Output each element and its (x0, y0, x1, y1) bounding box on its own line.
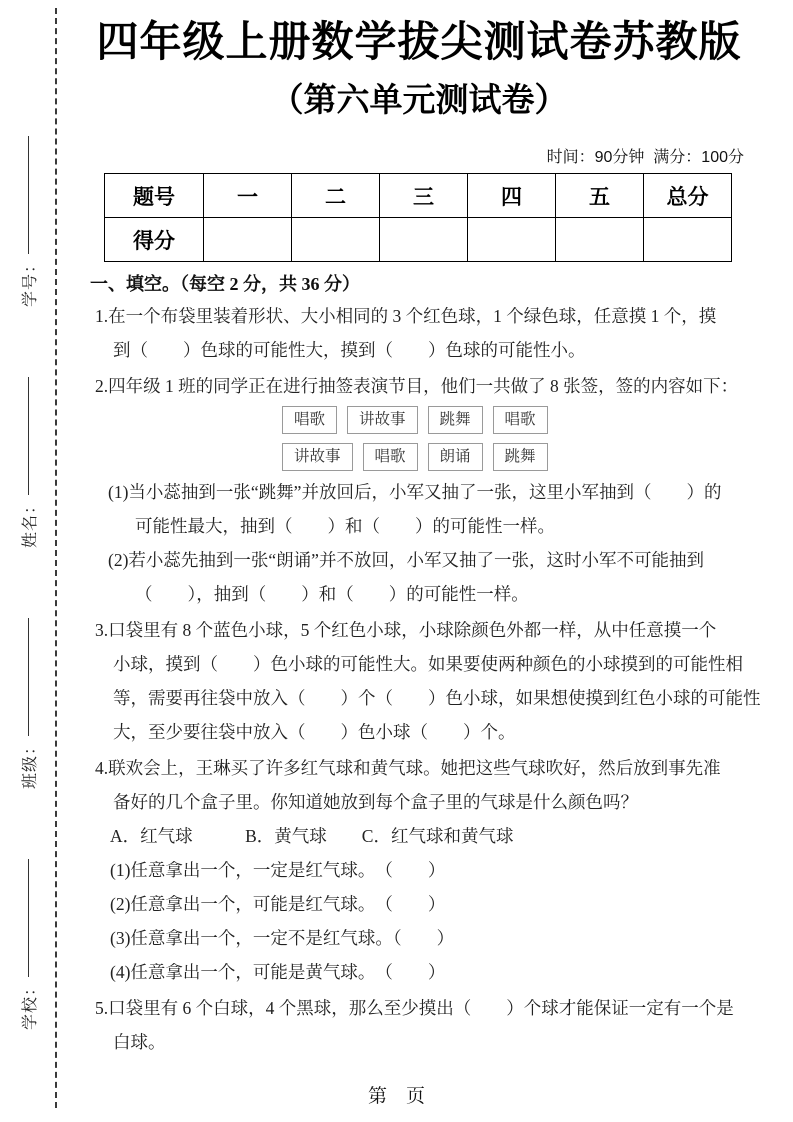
score-table-cell-section-3: 三 (380, 174, 468, 218)
student-number-blank-line (28, 136, 29, 254)
question-line: 到（ ）色球的可能性大，摸到（ ）色球的可能性小。 (113, 340, 586, 360)
tile: 唱歌 (282, 406, 337, 434)
margin-field-student-number (17, 136, 40, 307)
score-row-label: 得分 (105, 218, 204, 262)
score-cell-empty-5 (556, 218, 644, 262)
question-4-item: (1)任意拿出一个，一定是红气球。 （ ） (110, 860, 446, 880)
test-paper (90, 0, 761, 1059)
score-cell-empty-3 (380, 218, 468, 262)
question-line: 等，需要再往袋中放入（ ）个（ ）色小球，如果想使摸到红色小球的可能性 (113, 688, 761, 708)
question-line: (1)当小蕊抽到一张“跳舞”并放回后，小军又抽了一张，这里小军抽到（ ）的 (108, 482, 722, 502)
question-4-item: (3)任意拿出一个，一定不是红气球。（ ） (110, 928, 455, 948)
name-blank-line (28, 377, 29, 495)
tile: 跳舞 (493, 443, 548, 471)
time-and-score-meta: 时间：90分钟 满分：100分 (546, 149, 744, 166)
question-line: 2.四年级 1 班的同学正在进行抽签表演节目，他们一共做了 8 张签，签的内容如下： (95, 376, 739, 396)
question-3 (90, 613, 761, 749)
score-cell-empty-2 (292, 218, 380, 262)
page-subtitle: （第六单元测试卷） (270, 81, 568, 118)
question-line: 3.口袋里有 8 个蓝色小球，5 个红色小球，小球除颜色外都一样，从中任意摸一个 (95, 620, 717, 640)
page-title: 四年级上册数学拔尖测试卷苏教版 (96, 18, 742, 65)
question-line: (2)若小蕊先抽到一张“朗诵”并不放回，小军又抽了一张，这时小军不可能抽到 (108, 550, 704, 570)
score-table-cell-section-1: 一 (204, 174, 292, 218)
score-table-cell-section-5: 五 (556, 174, 644, 218)
question-line: 大，至少要往袋中放入（ ）色小球（ ）个。 (113, 722, 516, 742)
footer-page-label: 第 页 (367, 1086, 425, 1107)
score-cell-empty-total (644, 218, 732, 262)
name-label: 姓名： (21, 496, 39, 548)
score-table-cell-question-number: 题号 (105, 174, 204, 218)
score-table (104, 173, 732, 262)
question-4-item: (2)任意拿出一个，可能是红气球。 （ ） (110, 894, 446, 914)
student-info-margin (10, 42, 46, 1072)
tile: 唱歌 (493, 406, 548, 434)
question-2-sub-2 (90, 543, 748, 611)
score-table-cell-section-4: 四 (468, 174, 556, 218)
school-label: 学校： (21, 978, 39, 1030)
question-1 (90, 299, 748, 367)
class-blank-line (28, 618, 29, 736)
score-table-header-row (105, 174, 732, 218)
score-cell-empty-4 (468, 218, 556, 262)
student-number-label: 学号： (21, 255, 39, 307)
tile: 朗诵 (428, 443, 483, 471)
question-line: 备好的几个盒子里。你知道她放到每个盒子里的气球是什么颜色吗？ (113, 792, 638, 812)
section-one-heading: 一、填空。（每空 2 分，共 36 分） (90, 274, 360, 294)
class-label: 班级： (21, 737, 39, 789)
lottery-tiles (282, 406, 748, 471)
score-table-cell-section-2: 二 (292, 174, 380, 218)
tile-row-1 (282, 406, 748, 434)
question-4-options: A．红气球 B．黄气球 C．红气球和黄气球 (110, 826, 514, 846)
score-table-score-row (105, 218, 732, 262)
margin-field-school (17, 859, 40, 1030)
tile: 跳舞 (428, 406, 483, 434)
score-cell-empty-1 (204, 218, 292, 262)
margin-field-class (17, 618, 40, 789)
question-line: 小球，摸到（ ）色小球的可能性大。如果要使两种颜色的小球摸到的可能性相 (113, 654, 743, 674)
question-2 (90, 369, 748, 611)
tile: 讲故事 (347, 406, 418, 434)
question-4 (90, 751, 748, 989)
question-5 (90, 991, 748, 1059)
score-table-cell-total: 总分 (644, 174, 732, 218)
question-line: 4.联欢会上，王琳买了许多红气球和黄气球。她把这些气球吹好，然后放到事先准 (95, 758, 721, 778)
tile: 唱歌 (363, 443, 418, 471)
dashed-cut-line (55, 8, 57, 1108)
question-line: 白球。 (113, 1032, 166, 1052)
question-line: 1.在一个布袋里装着形状、大小相同的 3 个红色球，1 个绿色球，任意摸 1 个，摸 (95, 306, 717, 326)
tile-row-2 (282, 443, 748, 471)
question-2-sub-1 (90, 475, 748, 543)
question-line: （ ），抽到（ ）和（ ）的可能性一样。 (135, 584, 529, 604)
question-line: 可能性最大，抽到（ ）和（ ）的可能性一样。 (135, 516, 555, 536)
question-line: 5.口袋里有 6 个白球，4 个黑球，那么至少摸出（ ）个球才能保证一定有一个是 (95, 998, 734, 1018)
question-4-item: (4)任意拿出一个，可能是黄气球。 （ ） (110, 962, 446, 982)
tile: 讲故事 (282, 443, 353, 471)
school-blank-line (28, 859, 29, 977)
margin-field-name (17, 377, 40, 548)
